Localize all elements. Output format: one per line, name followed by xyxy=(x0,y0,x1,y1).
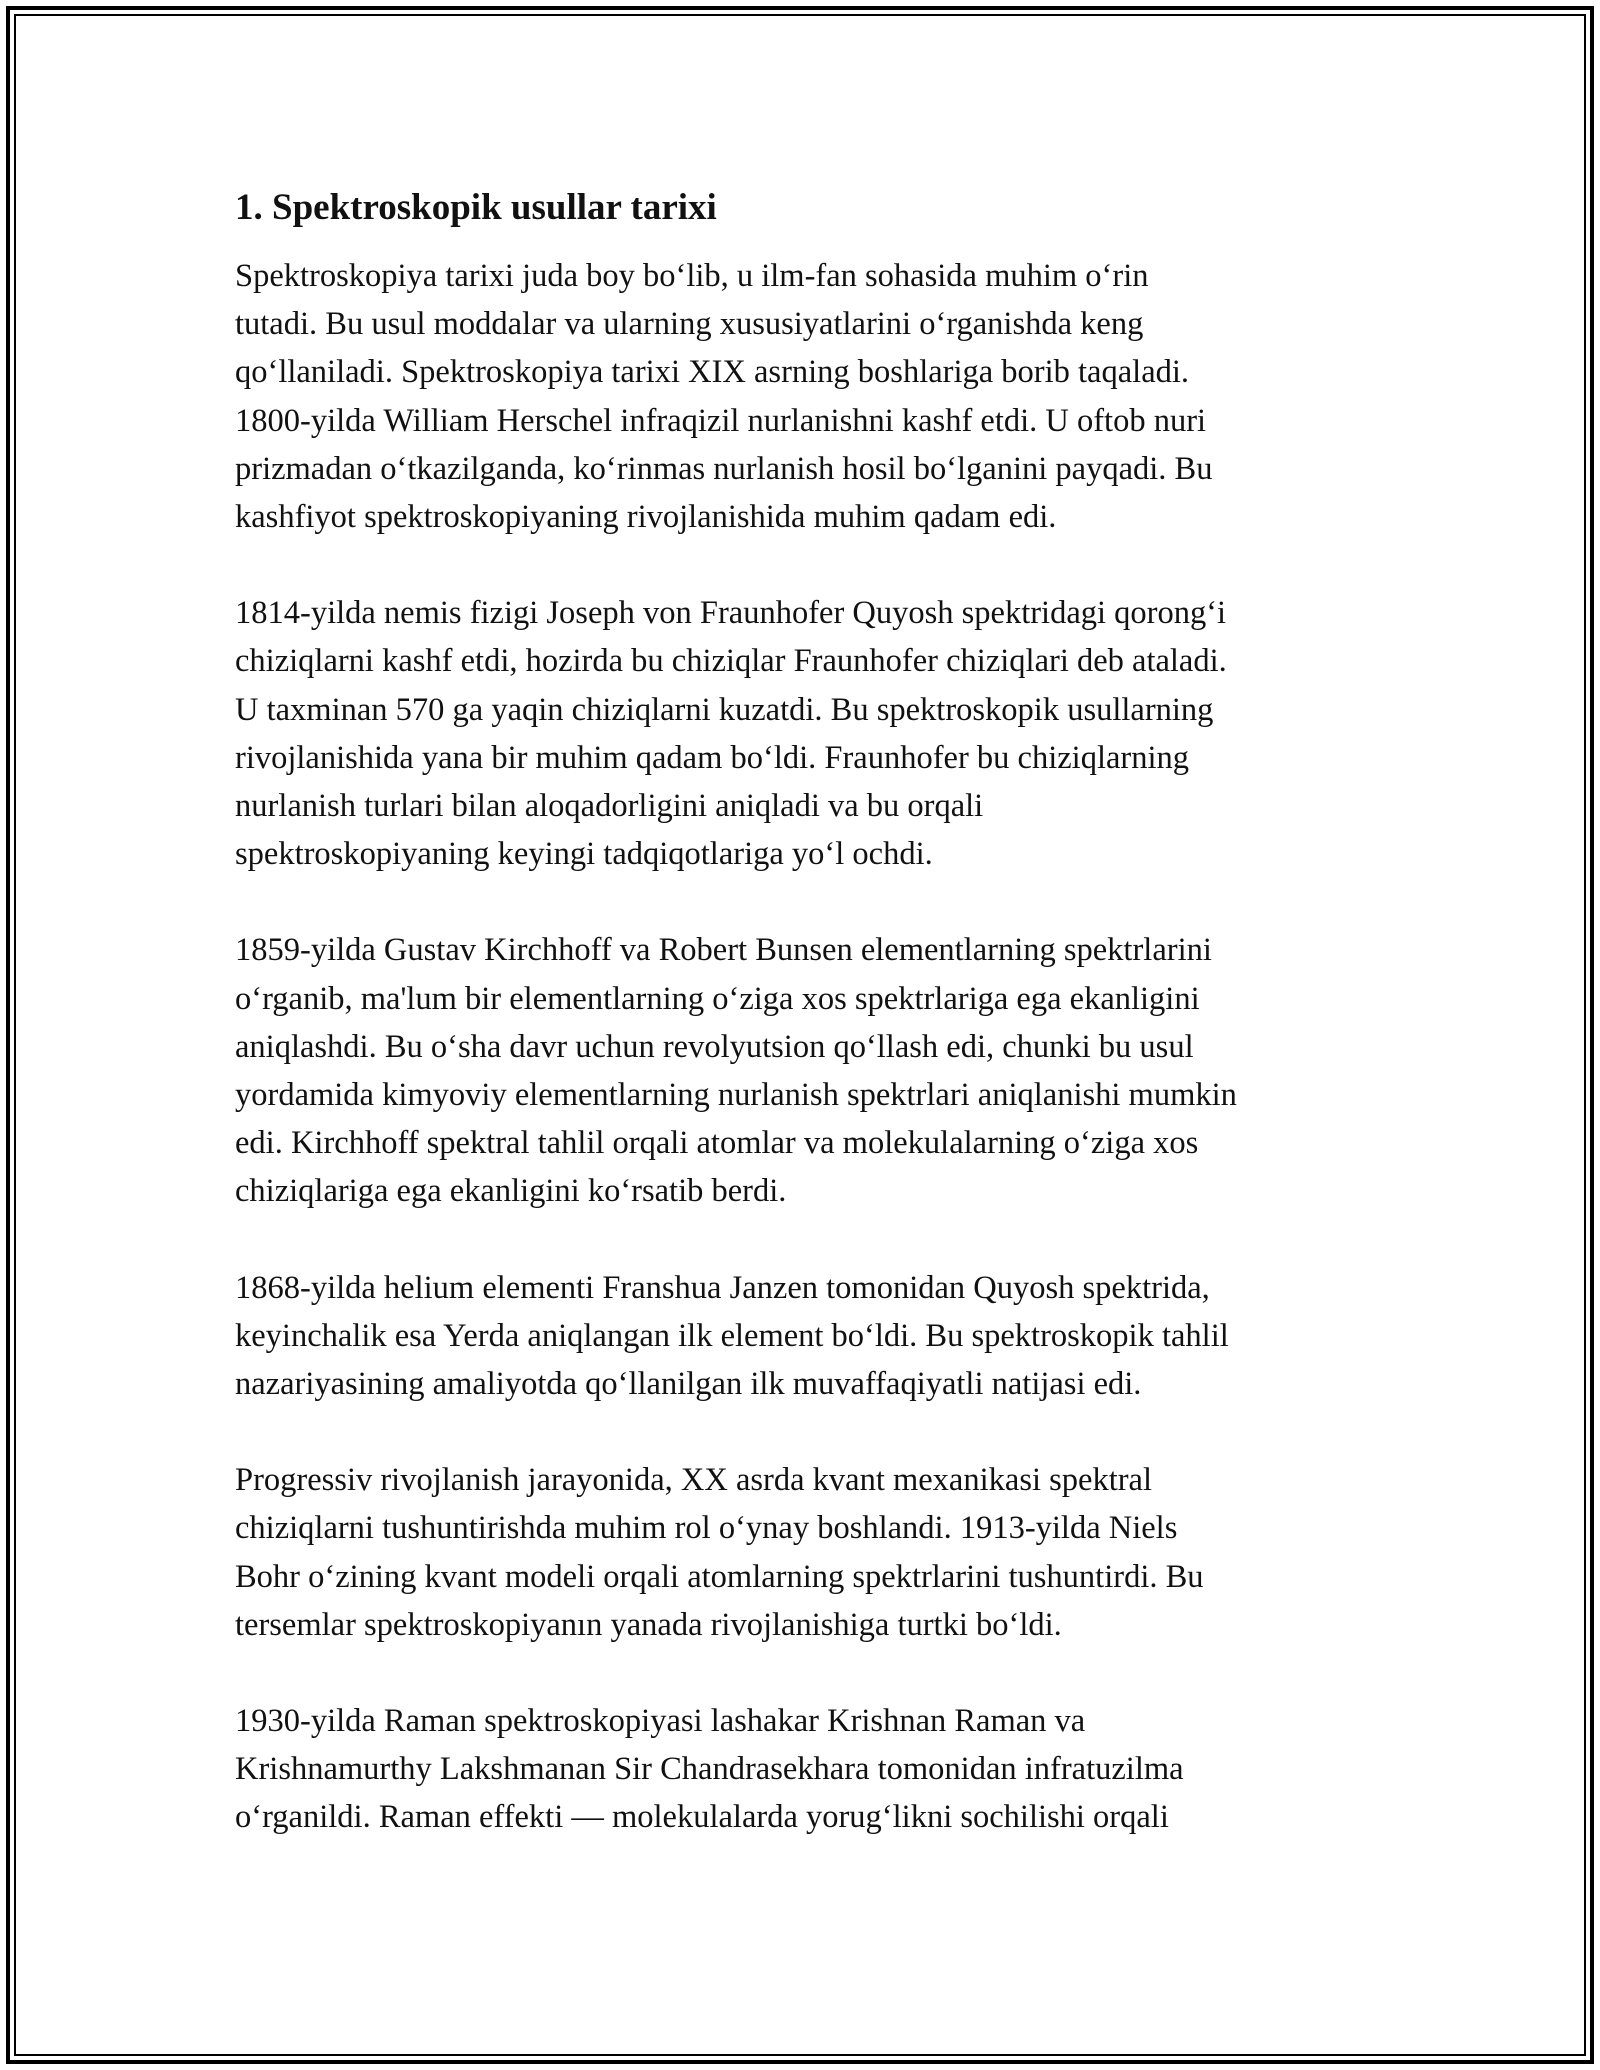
text-line: rivojlanishida yana bir muhim qadam boʻldi. Fraunhofer bu chiziqlarning xyxy=(235,739,1190,776)
paragraph-4 xyxy=(235,1264,1375,1409)
text-line: kashfiyot spektroskopiyaning rivojlanishida muhim qadam edi. xyxy=(235,499,1057,536)
text-line: oʻrganib, ma'lum bir elementlarning oʻziga xos spektrlariga ega ekanligini xyxy=(235,980,1200,1017)
text-line: 1814-yilda nemis fizigi Joseph von Fraunhofer Quyosh spektridagi qorongʻi xyxy=(235,595,1227,632)
text-line: 1930-yilda Raman spektroskopiyasi lashakar Krishnan Raman va xyxy=(235,1703,1086,1740)
text-line: edi. Kirchhoff spektral tahlil orqali atomlar va molekulalarning oʻziga xos xyxy=(235,1125,1199,1162)
text-line: 1859-yilda Gustav Kirchhoff va Robert Bunsen elementlarning spektrlarini xyxy=(235,932,1212,969)
text-line: U taxminan 570 ga yaqin chiziqlarni kuzatdi. Bu spektroskopik usullarning xyxy=(235,691,1214,728)
text-line: chiziqlarni kashf etdi, hozirda bu chiziqlar Fraunhofer chiziqlari deb ataladi. xyxy=(235,643,1227,680)
text-line: aniqlashdi. Bu oʻsha davr uchun revolyutsion qoʻllash edi, chunki bu usul xyxy=(235,1028,1194,1065)
document-body xyxy=(235,184,1375,1890)
text-line: prizmadan oʻtkazilganda, koʻrinmas nurlanish hosil boʻlganini payqadi. Bu xyxy=(235,450,1213,487)
paragraph-5 xyxy=(235,1456,1375,1649)
text-line: oʻrganildi. Raman effekti — molekulalarda yorugʻlikni sochilishi orqali xyxy=(235,1799,1169,1836)
text-line: Progressiv rivojlanish jarayonida, XX asrda kvant mexanikasi spektral xyxy=(235,1462,1152,1499)
text-line: 1800-yilda William Herschel infraqizil nurlanishni kashf etdi. U oftob nuri xyxy=(235,402,1207,439)
section-heading: 1. Spektroskopik usullar tarixi xyxy=(235,187,717,228)
text-line: nazariyasining amaliyotda qoʻllanilgan ilk muvaffaqiyatli natijasi edi. xyxy=(235,1366,1142,1403)
text-line: Spektroskopiya tarixi juda boy boʻlib, u ilm-fan sohasida muhim oʻrin xyxy=(235,258,1149,294)
text-line: chiziqlarni tushuntirishda muhim rol oʻynay boshlandi. 1913-yilda Niels xyxy=(235,1510,1178,1547)
text-line: tersemlar spektroskopiyanın yanada rivojlanishiga turtki boʻldi. xyxy=(235,1606,1062,1643)
text-line: yordamida kimyoviy elementlarning nurlanish spektrlari aniqlanishi mumkin xyxy=(235,1077,1237,1114)
paragraph-6 xyxy=(235,1697,1375,1842)
text-line: Bohr oʻzining kvant modeli orqali atomlarning spektrlarini tushuntirdi. Bu xyxy=(235,1558,1204,1595)
paragraph-3 xyxy=(235,926,1375,1215)
text-line: 1868-yilda helium elementi Franshua Janzen tomonidan Quyosh spektrida, xyxy=(235,1269,1210,1306)
text-line: qoʻllaniladi. Spektroskopiya tarixi XIX asrning boshlariga borib taqaladi. xyxy=(235,354,1190,391)
text-line: tutadi. Bu usul moddalar va ularning xususiyatlarini oʻrganishda keng xyxy=(235,306,1144,343)
text-line: chiziqlariga ega ekanligini koʻrsatib berdi. xyxy=(235,1173,787,1210)
text-line: spektroskopiyaning keyingi tadqiqotlariga yoʻl ochdi. xyxy=(235,836,933,873)
text-line: nurlanish turlari bilan aloqadorligini aniqladi va bu orqali xyxy=(235,788,984,825)
paragraph-2 xyxy=(235,589,1375,878)
text-line: Krishnamurthy Lakshmanan Sir Chandrasekhara tomonidan infratuzilma xyxy=(235,1751,1184,1788)
paragraph-1 xyxy=(235,252,1375,541)
text-line: keyinchalik esa Yerda aniqlangan ilk element boʻldi. Bu spektroskopik tahlil xyxy=(235,1317,1229,1354)
